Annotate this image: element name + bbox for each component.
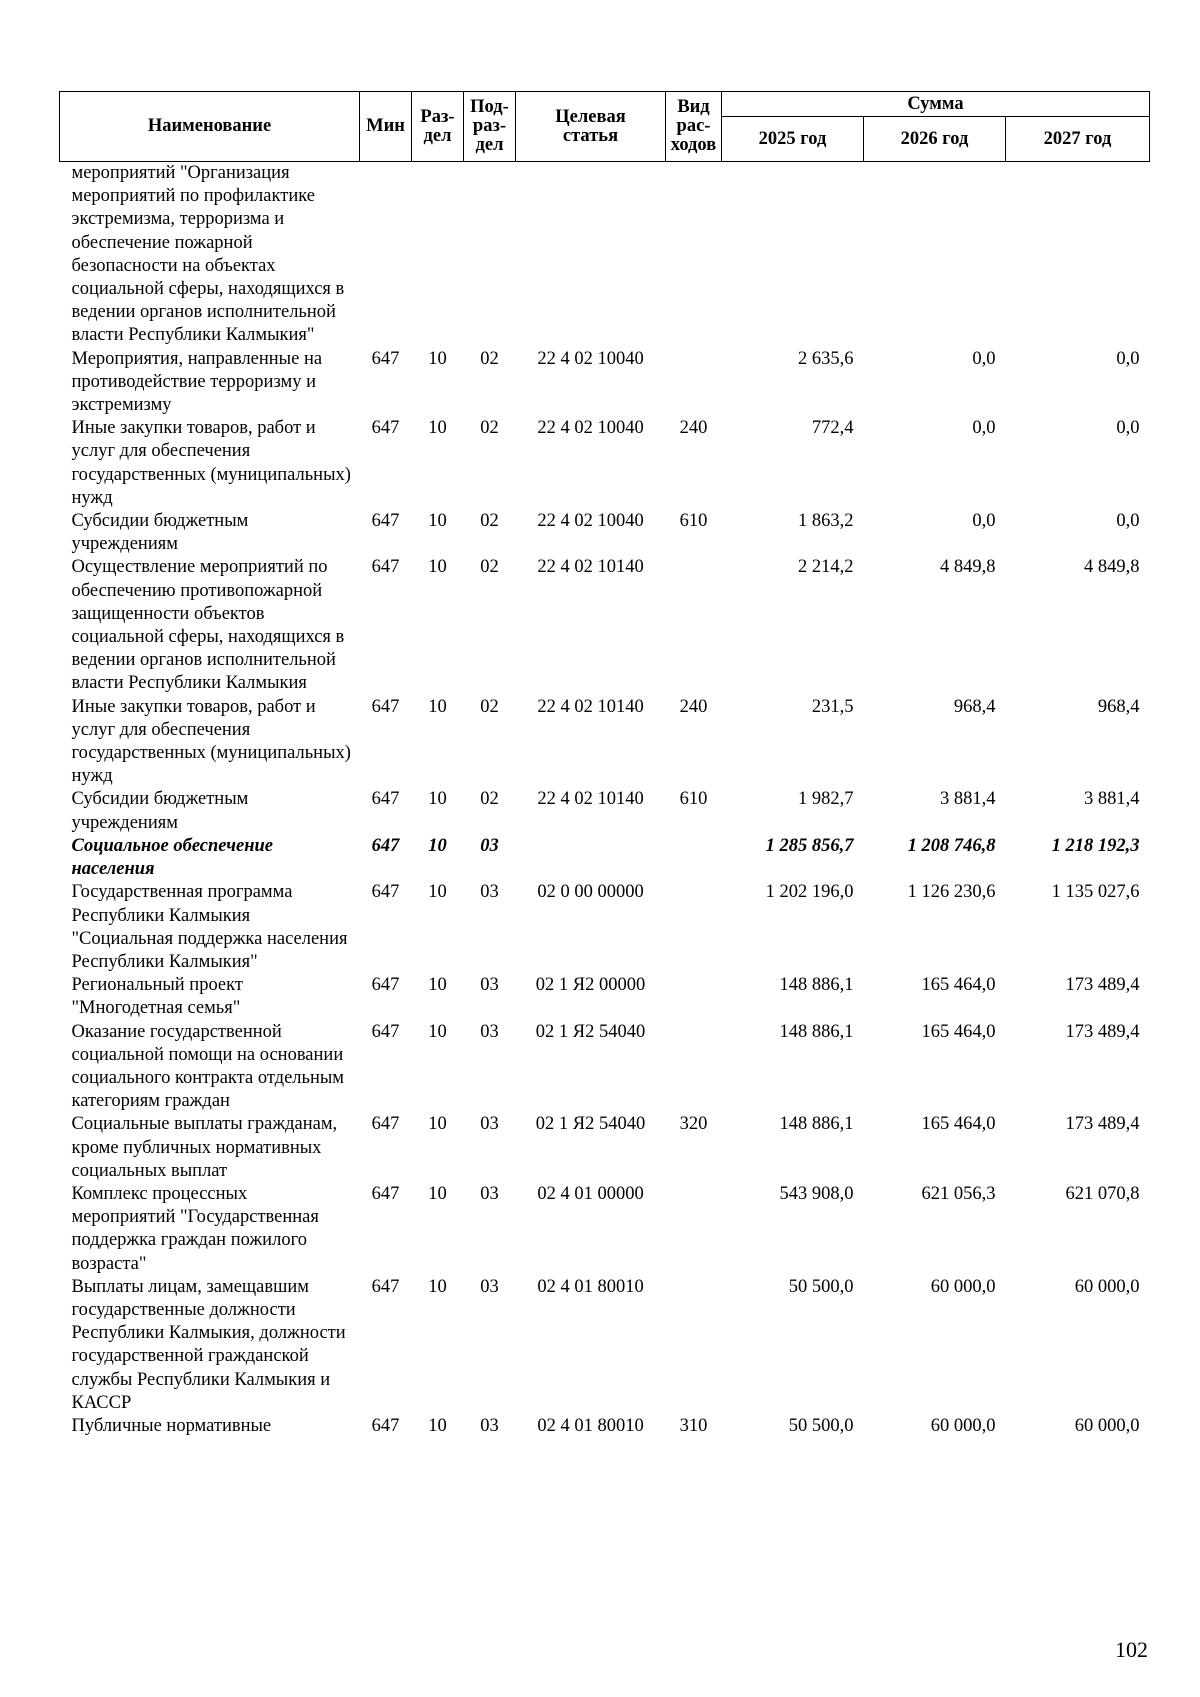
cell-y2026: 0,0: [972, 418, 996, 439]
cell-y2027: 0,0: [1116, 348, 1140, 369]
header-summa: Сумма: [722, 92, 1150, 117]
cell-name: Комплекс процессных мероприятий "Государственная поддержка граждан пожилого возраста": [71, 1183, 319, 1274]
cell-y2027: 60 000,0: [1074, 1415, 1140, 1436]
cell-y2027: 3 881,4: [1084, 789, 1140, 810]
table-row: [60, 1276, 1150, 1415]
cell-y2026: 1 126 230,6: [907, 882, 996, 903]
cell-name: Мероприятия, направленные на противодействие терроризму и экстремизму: [71, 348, 323, 416]
cell-y2025: 148 886,1: [779, 1021, 854, 1042]
cell-min: 647: [371, 418, 400, 439]
cell-y2026: 165 464,0: [921, 1021, 996, 1042]
cell-cs: [516, 162, 666, 348]
table-row: [60, 417, 1150, 510]
cell-pr: 02: [480, 348, 499, 369]
cell-rz: 10: [428, 696, 447, 717]
cell-cs: 02 1 Я2 54040: [535, 1021, 646, 1042]
cell-y2026: 968,4: [953, 696, 996, 717]
cell-min: 647: [371, 557, 400, 578]
table-row: [60, 510, 1150, 556]
cell-cs: 22 4 02 10140: [537, 789, 644, 810]
table-header: [60, 92, 1150, 162]
header-2025: 2025 год: [722, 117, 864, 162]
table-row: [60, 881, 1150, 974]
cell-y2025: 2 635,6: [798, 348, 854, 369]
cell-y2025: 1 202 196,0: [765, 882, 854, 903]
cell-pr: 03: [480, 1415, 499, 1436]
cell-min: 647: [371, 975, 400, 996]
table-body: [60, 162, 1150, 1439]
cell-pr: 03: [480, 882, 499, 903]
cell-vr: 320: [679, 1114, 708, 1135]
cell-y2026: 60 000,0: [930, 1276, 996, 1297]
cell-name: Социальные выплаты гражданам, кроме публичных нормативных социальных выплат: [71, 1114, 338, 1181]
cell-vr: 310: [679, 1415, 708, 1436]
table-row: [60, 348, 1150, 418]
cell-pr: 03: [480, 1021, 499, 1042]
page-number: 102: [1115, 1637, 1148, 1662]
cell-y2027: [1006, 162, 1150, 348]
cell-vr: 240: [679, 418, 708, 439]
cell-cs: 22 4 02 10140: [537, 557, 644, 578]
cell-pr: 03: [480, 835, 499, 856]
cell-min: 647: [371, 1021, 400, 1042]
cell-min: 647: [371, 789, 400, 810]
table-row: [60, 1113, 1150, 1183]
cell-rz: 10: [428, 1183, 447, 1204]
cell-cs: 22 4 02 10140: [537, 696, 644, 717]
cell-y2026: 621 056,3: [921, 1183, 996, 1204]
cell-y2027: 0,0: [1116, 418, 1140, 439]
cell-y2027: 968,4: [1097, 696, 1140, 717]
header-razdel: Раз- дел: [412, 92, 464, 162]
cell-vr: [666, 835, 722, 881]
cell-name: Государственная программа Республики Калмыкия "Социальная поддержка населения Республики Калмыкия": [71, 882, 348, 972]
cell-cs: 22 4 02 10040: [537, 418, 644, 439]
header-name: Наименование: [60, 92, 360, 162]
cell-name: Региональный проект "Многодетная семья": [71, 975, 243, 1019]
cell-rz: 10: [428, 418, 447, 439]
cell-name: Публичные нормативные: [71, 1415, 272, 1436]
cell-y2027: 0,0: [1116, 511, 1140, 532]
cell-name: Иные закупки товаров, работ и услуг для обеспечения государственных (муниципальных) нужд: [71, 696, 351, 787]
cell-vr: [666, 1183, 722, 1276]
cell-cs: 02 4 01 00000: [537, 1183, 644, 1204]
cell-y2025: 148 886,1: [779, 1114, 854, 1135]
cell-cs: 02 4 01 80010: [537, 1415, 644, 1436]
cell-rz: 10: [428, 789, 447, 810]
cell-pr: 03: [480, 975, 499, 996]
cell-cs: 02 4 01 80010: [537, 1276, 644, 1297]
cell-rz: 10: [428, 1415, 447, 1436]
cell-y2027: 621 070,8: [1065, 1183, 1140, 1204]
cell-name: Оказание государственной социальной помощи на основании социального контракта отдельным категориям граждан: [71, 1021, 344, 1112]
table-row: [60, 788, 1150, 834]
cell-cs: 22 4 02 10040: [537, 348, 644, 369]
cell-min: 647: [371, 835, 400, 856]
cell-y2027: 173 489,4: [1065, 1114, 1140, 1135]
cell-y2026: 4 849,8: [940, 557, 996, 578]
cell-rz: 10: [428, 882, 447, 903]
table-row: [60, 974, 1150, 1020]
cell-name: Субсидии бюджетным учреждениям: [71, 511, 249, 555]
cell-name: Осуществление мероприятий по обеспечению противопожарной защищенности объектов социальной сферы, находящихся в ведении органов исполнительной власти Республики Калмыкия: [71, 557, 345, 694]
cell-y2025: 1 285 856,7: [765, 835, 854, 856]
cell-vr: 610: [679, 789, 708, 810]
table-row: [60, 556, 1150, 695]
cell-rz: 10: [428, 835, 447, 856]
cell-pr: 02: [480, 789, 499, 810]
cell-cs: 02 0 00 00000: [537, 882, 644, 903]
table-row: [60, 696, 1150, 789]
cell-vr: [666, 348, 722, 418]
cell-y2026: 165 464,0: [921, 975, 996, 996]
cell-pr: 03: [480, 1276, 499, 1297]
cell-y2025: 50 500,0: [788, 1276, 854, 1297]
cell-pr: [464, 162, 516, 348]
table-row: [60, 835, 1150, 881]
table-row: [60, 1183, 1150, 1276]
cell-y2026: 0,0: [972, 348, 996, 369]
cell-name: мероприятий "Организация мероприятий по профилактике экстремизма, терроризма и обеспечение пожарной безопасности на объектах социальной сферы, находящихся в ведении органов исполнительной власти Республики Калмыкия": [71, 163, 345, 346]
table-row: [60, 1021, 1150, 1114]
cell-vr: 610: [679, 511, 708, 532]
cell-vr: [666, 881, 722, 974]
cell-min: 647: [371, 1415, 400, 1436]
cell-min: 647: [371, 511, 400, 532]
cell-y2025: 50 500,0: [788, 1415, 854, 1436]
cell-rz: 10: [428, 1276, 447, 1297]
cell-min: 647: [371, 882, 400, 903]
header-vid: Вид рас- ходов: [666, 92, 722, 162]
cell-min: [360, 162, 412, 348]
cell-y2027: 4 849,8: [1084, 557, 1140, 578]
cell-rz: [412, 162, 464, 348]
cell-y2026: 165 464,0: [921, 1114, 996, 1135]
cell-min: 647: [371, 1114, 400, 1135]
cell-min: 647: [371, 1276, 400, 1297]
cell-cs: 22 4 02 10040: [537, 511, 644, 532]
cell-y2025: 231,5: [811, 696, 854, 717]
cell-y2027: 1 135 027,6: [1051, 882, 1140, 903]
header-2026: 2026 год: [864, 117, 1006, 162]
cell-y2025: 1 982,7: [798, 789, 854, 810]
budget-table: [59, 91, 1150, 1438]
cell-y2026: [864, 162, 1006, 348]
cell-vr: 240: [679, 696, 708, 717]
table-row: [60, 162, 1150, 348]
header-2027: 2027 год: [1006, 117, 1150, 162]
cell-rz: 10: [428, 557, 447, 578]
cell-y2025: 543 908,0: [779, 1183, 854, 1204]
cell-rz: 10: [428, 511, 447, 532]
cell-rz: 10: [428, 1114, 447, 1135]
cell-y2027: 60 000,0: [1074, 1276, 1140, 1297]
cell-y2026: 0,0: [972, 511, 996, 532]
cell-pr: 02: [480, 557, 499, 578]
cell-min: 647: [371, 348, 400, 369]
cell-min: 647: [371, 1183, 400, 1204]
cell-name: Социальное обеспечение населения: [71, 835, 273, 880]
table-row: [60, 1415, 1150, 1438]
cell-vr: [666, 162, 722, 348]
cell-y2026: 1 208 746,8: [907, 835, 996, 856]
cell-vr: [666, 974, 722, 1020]
cell-pr: 03: [480, 1183, 499, 1204]
cell-y2025: 148 886,1: [779, 975, 854, 996]
cell-name: Субсидии бюджетным учреждениям: [71, 789, 249, 833]
cell-cs: 02 1 Я2 54040: [535, 1114, 646, 1135]
cell-rz: 10: [428, 348, 447, 369]
cell-name: Иные закупки товаров, работ и услуг для обеспечения государственных (муниципальных) нужд: [71, 418, 351, 508]
cell-y2025: [722, 162, 864, 348]
cell-min: 647: [371, 696, 400, 717]
cell-vr: [666, 556, 722, 695]
header-podrazdel: Под- раз- дел: [464, 92, 516, 162]
cell-y2027: 173 489,4: [1065, 1021, 1140, 1042]
cell-rz: 10: [428, 975, 447, 996]
cell-y2027: 1 218 192,3: [1051, 835, 1140, 856]
cell-vr: [666, 1276, 722, 1415]
header-target: Целевая статья: [516, 92, 666, 162]
cell-pr: 02: [480, 418, 499, 439]
cell-y2026: 60 000,0: [930, 1415, 996, 1436]
cell-y2025: 1 863,2: [798, 511, 854, 532]
cell-rz: 10: [428, 1021, 447, 1042]
cell-y2026: 3 881,4: [940, 789, 996, 810]
cell-cs: [516, 835, 666, 881]
cell-pr: 02: [480, 511, 499, 532]
cell-vr: [666, 1021, 722, 1114]
cell-pr: 02: [480, 696, 499, 717]
cell-y2025: 772,4: [811, 418, 854, 439]
cell-y2025: 2 214,2: [798, 557, 854, 578]
cell-cs: 02 1 Я2 00000: [535, 975, 646, 996]
cell-y2027: 173 489,4: [1065, 975, 1140, 996]
cell-pr: 03: [480, 1114, 499, 1135]
cell-name: Выплаты лицам, замещавшим государственные должности Республики Калмыкия, должности государственной гражданской службы Республики Калмыкия и КАССР: [71, 1276, 346, 1413]
header-min: Мин: [360, 92, 412, 162]
